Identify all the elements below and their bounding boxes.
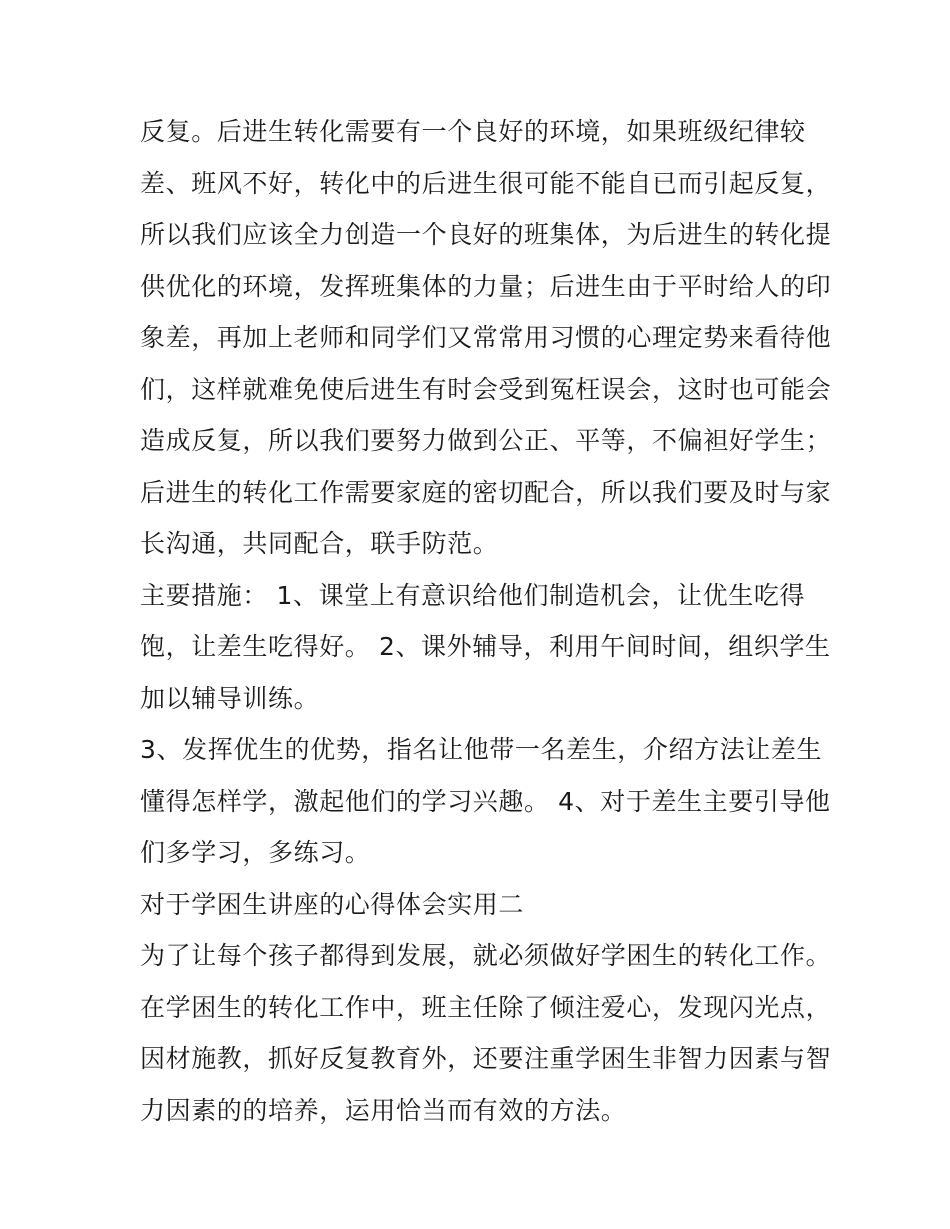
- measures-line: 主要措施： 1、课堂上有意识给他们制造机会，让优生吃得: [140, 580, 806, 610]
- measures-line: 们多学习，多练习。: [140, 838, 371, 867]
- measures-line: 饱，让差生吃得好。 2、课外辅导，利用午间时间，组织学生: [140, 632, 831, 661]
- text-line: 长沟通，共同配合，联手防范。: [140, 529, 499, 558]
- text-line: 反复。后进生转化需要有一个良好的环境，如果班级纪律较: [140, 117, 806, 146]
- text-line: 们，这样就难免使后进生有时会受到冤枉误会，这时也可能会: [140, 374, 832, 404]
- text-line: 象差，再加上老师和同学们又常常用习惯的心理定势来看待他: [140, 323, 832, 352]
- text-line: 造成反复，所以我们要努力做到公正、平等，不偏袒好学生；: [140, 426, 832, 455]
- text-line: 后进生的转化工作需要家庭的密切配合，所以我们要及时与家: [140, 477, 832, 507]
- measures-line: 加以辅导训练。: [140, 683, 320, 713]
- text-line: 差、班风不好，转化中的后进生很可能不能自已而引起反复，: [140, 168, 832, 198]
- text-line: 力因素的的培养，运用恰当而有效的方法。: [140, 1095, 627, 1125]
- text-line: 所以我们应该全力创造一个良好的班集体，为后进生的转化提: [140, 220, 832, 249]
- measures-line: 懂得怎样学，激起他们的学习兴趣。 4、对于差生主要引导他: [140, 786, 831, 816]
- measures-line: 3、发挥优生的优势，指名让他带一名差生，介绍方法让差生: [140, 735, 823, 764]
- text-line: 为了让每个孩子都得到发展，就必须做好学困生的转化工作。: [140, 941, 832, 970]
- section-heading: 对于学困生讲座的心得体会实用二: [140, 889, 525, 919]
- text-line: 因材施教，抓好反复教育外，还要注重学困生非智力因素与智: [140, 1044, 832, 1073]
- body-text: [140, 106, 832, 1136]
- text-line: 供优化的环境，发挥班集体的力量；后进生由于平时给人的印: [140, 271, 832, 301]
- text-line: 在学困生的转化工作中，班主任除了倾注爱心，发现闪光点，: [140, 992, 832, 1022]
